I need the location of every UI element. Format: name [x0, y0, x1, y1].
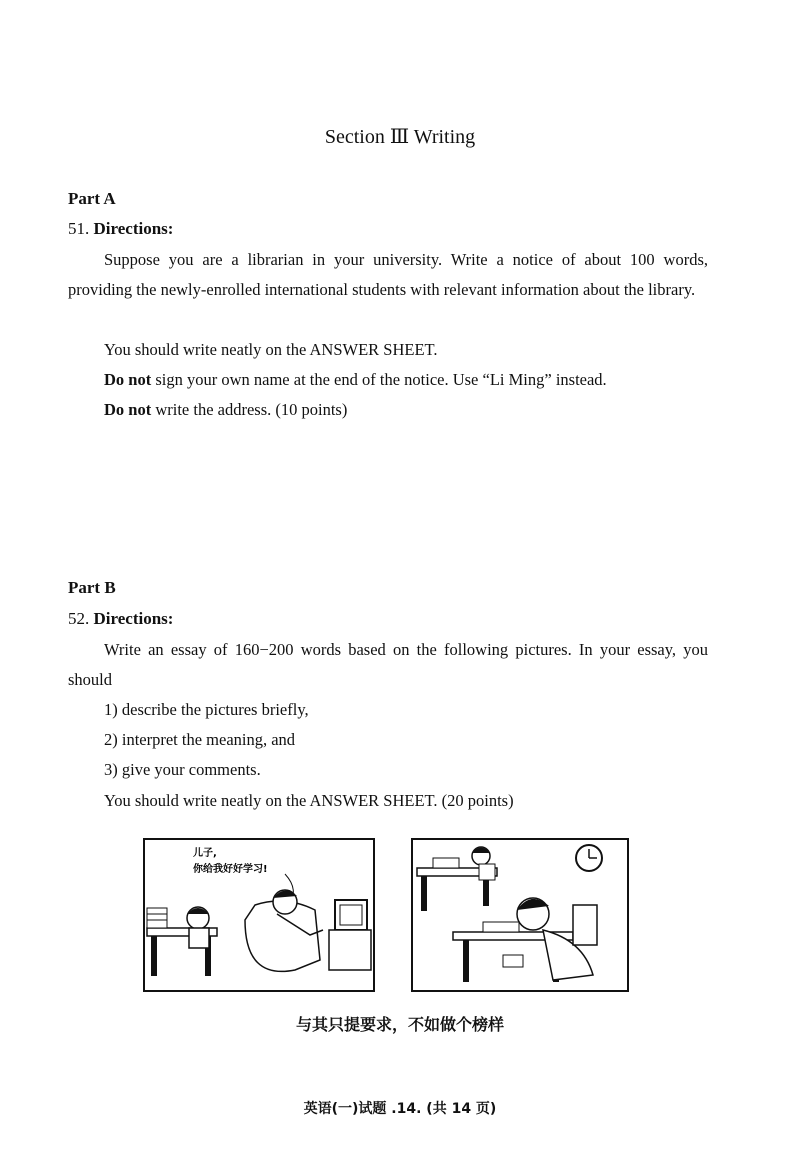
- question-51-header: [68, 219, 173, 239]
- name-instruction: [104, 365, 607, 395]
- cartoon-caption: 与其只提要求，不如做个榜样: [295, 1015, 504, 1034]
- cartoon-panel-right: [411, 838, 629, 992]
- address-instruction-text: write the address. (10 points): [151, 400, 348, 419]
- part-b-heading: Part B: [68, 578, 116, 597]
- section-title: Section Ⅲ Writing: [324, 126, 476, 148]
- parent-and-child-studying-illustration: [413, 840, 627, 990]
- question-52-header: [68, 609, 173, 629]
- question-52-prompt: Write an essay of 160−200 words based on the following pictures. In your essay, you should: [68, 640, 708, 689]
- parent-watching-tv-illustration: [145, 840, 373, 990]
- question-number: 52.: [68, 609, 94, 628]
- do-not-label: Do not: [104, 400, 152, 419]
- name-instruction-text: sign your own name at the end of the notice. Use “Li Ming” instead.: [151, 370, 607, 389]
- do-not-label: Do not: [104, 370, 152, 389]
- answer-sheet-instruction: You should write neatly on the ANSWER SHEET.: [104, 340, 438, 359]
- question-number: 51.: [68, 219, 94, 238]
- page-footer: 英语(一)试题 .14. (共 14 页): [303, 1101, 497, 1117]
- speech-line-1: 儿子,: [193, 848, 217, 859]
- cartoon-panel-left: [143, 838, 375, 992]
- directions-label: Directions:: [93, 219, 174, 238]
- question-51-prompt: Suppose you are a librarian in your university. Write a notice of about 100 words, providing the newly-enrolled international students with relevant information about the library.: [68, 250, 708, 299]
- list-item: 2) interpret the meaning, and: [104, 730, 296, 749]
- speech-line-2: 你给我好好学习!: [193, 864, 268, 875]
- part-a-heading: Part A: [68, 189, 116, 208]
- list-item: 3) give your comments.: [104, 760, 261, 779]
- directions-label: Directions:: [93, 609, 174, 628]
- list-item: 1) describe the pictures briefly,: [104, 700, 309, 719]
- address-instruction: [104, 395, 347, 425]
- answer-sheet-instruction: You should write neatly on the ANSWER SHEET. (20 points): [104, 791, 514, 810]
